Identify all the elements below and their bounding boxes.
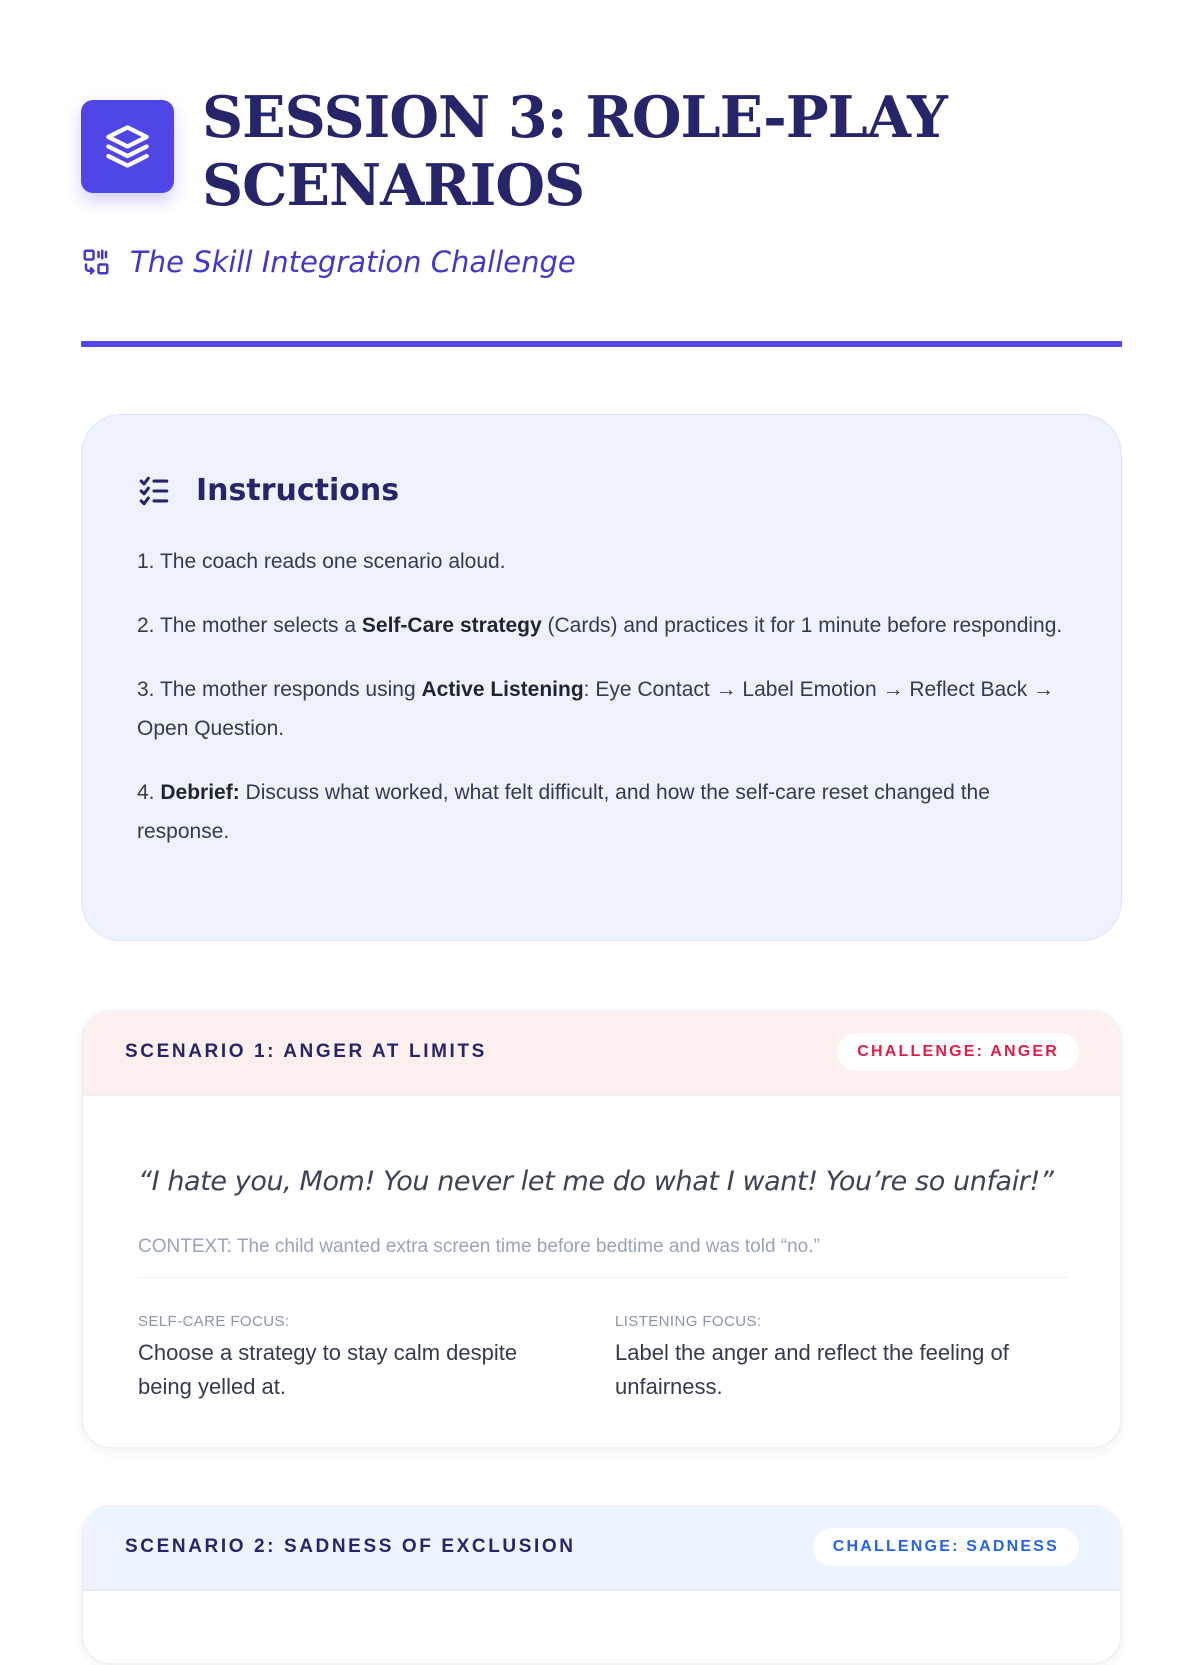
step-text: (Cards) and practices it for 1 minute before responding. [541, 614, 1063, 637]
instruction-step [137, 542, 1072, 581]
scan-exchange-icon [81, 247, 111, 277]
scenario-header [83, 1507, 1120, 1591]
session-logo [81, 100, 174, 193]
instructions-title: Instructions [196, 473, 400, 508]
scenario-quote: “I hate you, Mom! You never let me do what I want! You’re so unfair!” [138, 1166, 1054, 1197]
instructions-panel [81, 414, 1122, 941]
challenge-badge: CHALLENGE: ANGER [837, 1033, 1079, 1071]
scenario-context: CONTEXT: The child wanted extra screen time before bedtime and was told “no.” [138, 1236, 820, 1257]
scenario-title: SCENARIO 1: ANGER AT LIMITS [125, 1041, 487, 1062]
step-text: The mother responds using [159, 678, 422, 701]
step-emphasis: Self-Care strategy [361, 614, 542, 637]
self-care-focus-label: SELF-CARE FOCUS: [138, 1313, 290, 1330]
page-title: SESSION 3: ROLE-PLAY SCENARIOS [202, 84, 947, 219]
step-number: 3. [137, 678, 155, 701]
self-care-focus [138, 1312, 568, 1404]
listening-focus-label: LISTENING FOCUS: [615, 1313, 762, 1330]
scenario-divider [138, 1277, 1068, 1278]
instruction-steps [137, 542, 1072, 876]
step-text: The coach reads one scenario aloud. [159, 550, 506, 573]
page-subtitle: The Skill Integration Challenge [130, 245, 576, 279]
listening-focus [615, 1312, 1065, 1404]
scenario-header [83, 1012, 1120, 1096]
instruction-step [137, 773, 1072, 851]
step-text: : Eye Contact → Label Emotion → Reflect Back → Open Question. [137, 678, 1055, 740]
scenario-card-anger [81, 1010, 1122, 1449]
checklist-icon [137, 474, 171, 508]
header-divider [81, 341, 1122, 347]
layers-icon [102, 121, 153, 172]
step-emphasis: Debrief: [160, 781, 240, 804]
scenario-card-sadness [81, 1505, 1122, 1665]
instruction-step [137, 606, 1072, 645]
instruction-step [137, 670, 1072, 748]
step-text: Discuss what worked, what felt difficult, and how the self-care reset changed the response. [137, 781, 990, 843]
self-care-focus-text: Choose a strategy to stay calm despite being yelled at. [138, 1340, 518, 1399]
step-number: 4. [137, 781, 155, 804]
step-emphasis: Active Listening [421, 678, 584, 701]
step-text: The mother selects a [159, 614, 362, 637]
challenge-badge: CHALLENGE: SADNESS [813, 1528, 1079, 1566]
step-number: 2. [137, 614, 155, 637]
scenario-title: SCENARIO 2: SADNESS OF EXCLUSION [125, 1536, 576, 1557]
listening-focus-text: Label the anger and reflect the feeling of unfairness. [615, 1340, 1009, 1399]
step-number: 1. [137, 550, 155, 573]
